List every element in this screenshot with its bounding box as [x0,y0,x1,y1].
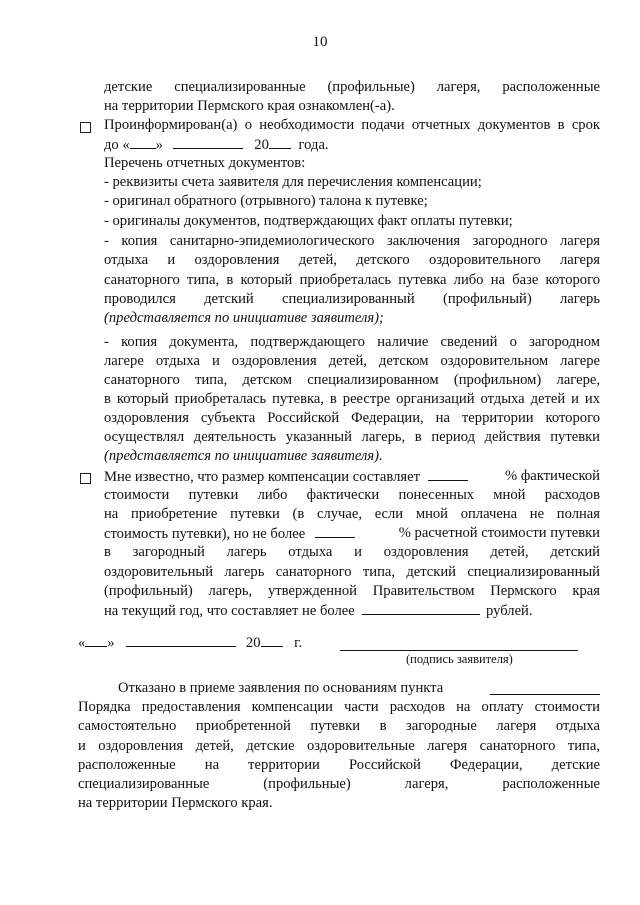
percent-blank[interactable] [428,467,468,481]
text-line: санаторного типа, в который приобреталась путевка либо на базе которого [104,272,600,288]
text-line: проводился детский специализированный (профильный) лагерь [104,291,600,307]
text-line: лагере отдыха и оздоровления детей, детском оздоровительном лагере [104,353,600,369]
text-line: в который приобреталась путевка, в реестре организаций отдыха детей и их [104,391,600,407]
day-blank[interactable] [130,135,156,149]
compensation-checkbox[interactable] [80,472,91,488]
deadline-line: до « » 20 года. [104,137,329,153]
list-title: Перечень отчетных документов: [104,155,306,171]
note-text: (представляется по инициативе заявителя). [104,448,383,464]
amount-blank[interactable] [362,601,480,615]
signature-caption: (подпись заявителя) [406,652,513,666]
text-line: Отказано в приеме заявления по основаниям пункта [118,679,600,698]
list-item: - реквизиты счета заявителя для перечисления компенсации; [104,174,482,190]
text-line: стоимости путевки либо фактически понесенных мной расходов [104,487,600,503]
text-line: стоимость путевки), но не более % расчетной стоимости путевки [104,525,600,542]
text-line: Мне известно, что размер компенсации составляет % фактической [104,468,600,485]
text-line: специализированные (профильные) лагеря, расположенные [78,776,600,792]
percent-limit-blank[interactable] [315,524,355,538]
text-line: в загородный лагерь отдыха и оздоровления детей, детский [104,544,600,560]
year-blank[interactable] [269,135,291,149]
text-line: самостоятельно приобретенной путевки в загородные лагеря отдыха [78,718,600,734]
list-item: - оригиналы документов, подтверждающих факт оплаты путевки; [104,213,513,229]
text-line: на текущий год, что составляет не более рублей. [104,603,533,619]
page-number: 10 [312,34,328,50]
text-line: (профильный) лагерь, утвержденной Правительством Пермского края [104,583,600,599]
text-line: на приобретение путевки (в случае, если мной оплачена не полная [104,506,600,522]
text-line: Порядка предоставления компенсации части расходов на оплату стоимости [78,699,600,715]
signature-date: « » 20 г. [78,635,303,651]
sign-year-blank[interactable] [261,633,283,647]
text-line: Проинформирован(а) о необходимости подачи отчетных документов в срок [104,117,600,133]
text-line: осуществлял деятельность указанный лагерь, в период действия путевки [104,429,600,445]
text-line: и оздоровления детей, детские оздоровительные лагеря санаторного типа, [78,738,600,754]
text-line: расположенные на территории Российской Федерации, детские [78,757,600,773]
sign-day-blank[interactable] [85,633,107,647]
informed-checkbox[interactable] [80,121,91,137]
note-text: (представляется по инициативе заявителя); [104,310,384,326]
sign-month-blank[interactable] [126,633,236,647]
text-line: оздоровления субъекта Российской Федерации, на территории которого [104,410,600,426]
list-item: - оригинал обратного (отрывного) талона к путевке; [104,193,428,209]
list-item: - копия санитарно-эпидемиологического заключения загородного лагеря [104,233,600,249]
text-line: отдыха и оздоровления детей, детского оздоровительного лагеря [104,252,600,268]
list-item: - копия документа, подтверждающего наличие сведений о загородном [104,334,600,350]
clause-blank[interactable] [490,681,600,695]
text-line: детские специализированные (профильные) лагеря, расположенные [104,79,600,95]
month-blank[interactable] [173,135,243,149]
text-line: оздоровительный лагерь санаторного типа, детский специализированный [104,564,600,580]
text-line: санаторного типа, детском специализированном (профильном) лагере, [104,372,600,388]
text-line: на территории Пермского края. [78,795,273,811]
text-line: на территории Пермского края ознакомлен(-а). [104,98,395,114]
